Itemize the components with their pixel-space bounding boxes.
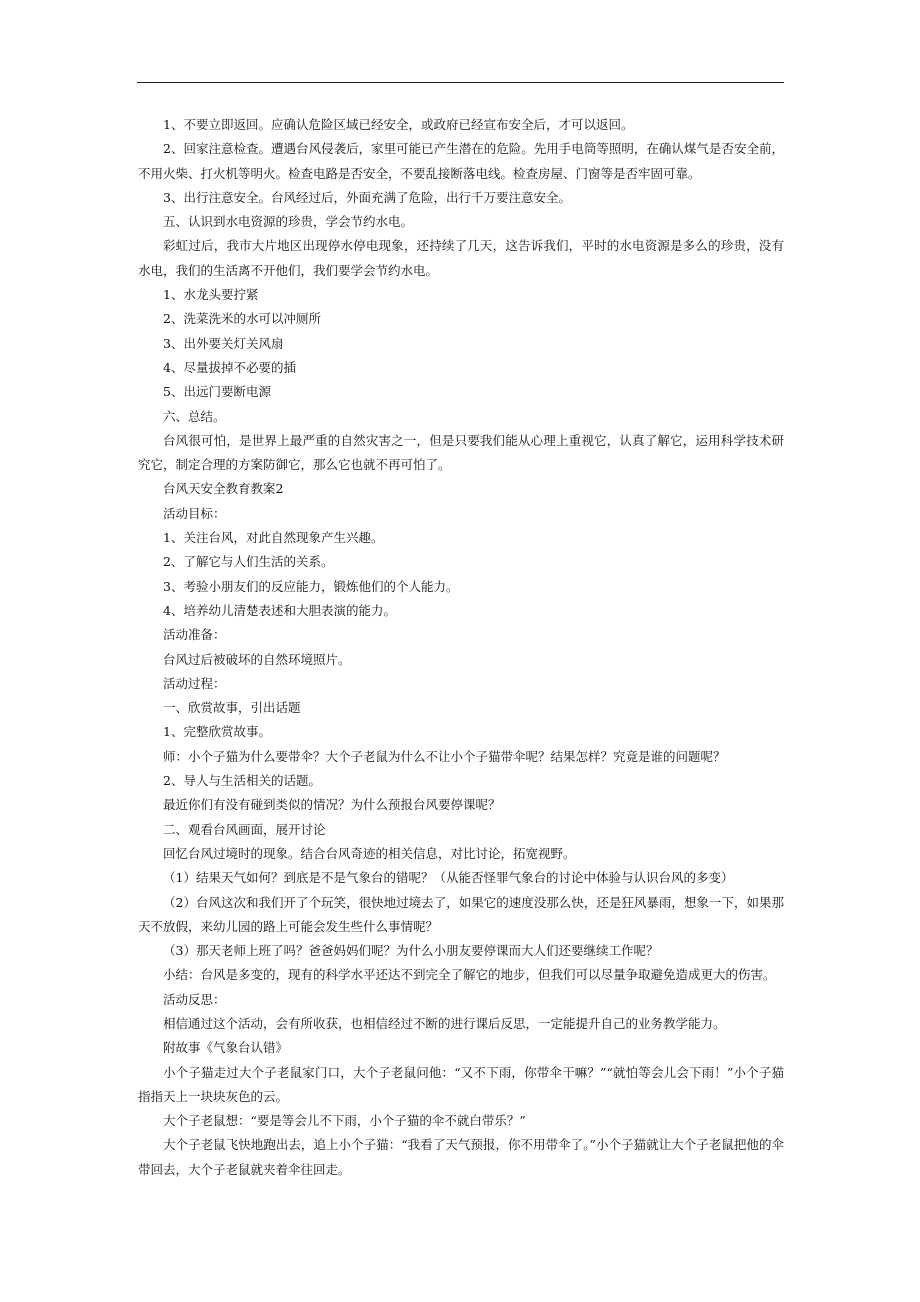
paragraph: 师：小个子猫为什么要带伞？大个子老鼠为什么不让小个子猫带伞呢？结果怎样？究竟是谁的问题呢？ — [163, 748, 726, 764]
paragraph: 最近你们有没有碰到类似的情况？为什么预报台风要停课呢？ — [163, 797, 501, 813]
paragraph: 彩虹过后，我市大片地区出现停水停电现象，还持续了几天，这告诉我们，平时的水电资源是多么的珍贵，没有水电，我们的生活离不开他们，我们要学会节约水电。 — [138, 238, 784, 278]
paragraph: 台风天安全教育教案2 — [163, 481, 284, 497]
paragraph: 活动过程： — [163, 675, 226, 691]
paragraph: 活动目标： — [163, 505, 226, 521]
header-rule — [137, 82, 784, 83]
paragraph: 台风过后被破坏的自然环境照片。 — [163, 651, 351, 667]
paragraph: 3、考验小朋友们的反应能力，锻炼他们的个人能力。 — [163, 578, 459, 594]
paragraph: 5、出远门要断电源 — [163, 384, 271, 400]
paragraph: （1）结果天气如何？到底是不是气象台的错呢？（从能否怪罪气象台的讨论中体验与认识台风的多变） — [163, 870, 734, 886]
paragraph: 3、出外要关灯关风扇 — [163, 335, 284, 351]
paragraph: （3）那天老师上班了吗？爸爸妈妈们呢？为什么小朋友要停课而大人们还要继续工作呢？ — [163, 943, 659, 959]
paragraph: 相信通过这个活动，会有所收获，也相信经过不断的进行课后反思，一定能提升自己的业务教学能力。 — [163, 1015, 726, 1031]
paragraph: 2、了解它与人们生活的关系。 — [163, 554, 334, 570]
paragraph: 回忆台风过境时的现象。结合台风奇迹的相关信息，对比讨论，拓宽视野。 — [163, 845, 576, 861]
paragraph: 活动反思： — [163, 991, 226, 1007]
paragraph: （2）台风这次和我们开了个玩笑，很快地过境去了，如果它的速度没那么快，还是狂风暴雨，想象一下，如果那天不放假，来幼儿园的路上可能会发生些什么事情呢？ — [138, 894, 784, 934]
paragraph: 小结：台风是多变的，现有的科学水平还达不到完全了解它的地步，但我们可以尽量争取避免造成更大的伤害。 — [163, 967, 776, 983]
paragraph: 大个子老鼠飞快地跑出去，追上小个子猫：“我看了天气预报，你不用带伞了。”小个子猫就让大个子老鼠把他的伞带回去，大个子老鼠就夹着伞往回走。 — [138, 1137, 784, 1177]
paragraph: 4、培养幼儿清楚表述和大胆表演的能力。 — [163, 602, 396, 618]
paragraph: 1、不要立即返回。应确认危险区域已经安全，或政府已经宣布安全后，才可以返回。 — [163, 117, 634, 132]
paragraph: 大个子老鼠想：“要是等会儿不下雨，小个子猫的伞不就白带乐？” — [163, 1113, 526, 1129]
document-body — [138, 113, 784, 1182]
paragraph: 3、出行注意安全。台风经过后，外面充满了危险，出行千万要注意安全。 — [163, 189, 571, 205]
paragraph: 1、水龙头要拧紧 — [163, 287, 259, 303]
paragraph: 六、总结。 — [163, 408, 226, 424]
paragraph: 五、认识到水电资源的珍贵，学会节约水电。 — [163, 214, 414, 230]
paragraph: 附故事《气象台认错》 — [163, 1040, 289, 1056]
paragraph: 4、尽量拔掉不必要的插 — [163, 359, 296, 375]
paragraph: 台风很可怕，是世界上最严重的自然灾害之一，但是只要我们能从心理上重视它，认真了解它，运用科学技术研究它，制定合理的方案防御它，那么它也就不再可怕了。 — [138, 432, 784, 473]
paragraph: 二、观看台风画面，展开讨论 — [163, 821, 326, 837]
paragraph: 2、洗菜洗米的水可以冲厕所 — [163, 311, 321, 327]
paragraph: 1、关注台风，对此自然现象产生兴趣。 — [163, 530, 384, 546]
paragraph: 2、回家注意检查。遭遇台风侵袭后，家里可能已产生潜在的危险。先用手电筒等照明，在确认煤气是否安全前，不用火柴、打火机等明火。检查电路是否安全，不要乱接断落电线。检查房屋、门窗等是否牢固可靠。 — [138, 141, 784, 181]
paragraph: 一、欣赏故事，引出话题 — [163, 700, 301, 716]
paragraph: 活动准备： — [163, 627, 226, 643]
paragraph: 2、导人与生活相关的话题。 — [163, 773, 321, 789]
paragraph: 1、完整欣赏故事。 — [163, 724, 271, 740]
paragraph: 小个子猫走过大个子老鼠家门口，大个子老鼠问他：“又不下雨，你带伞干嘛？”“就怕等会儿会下雨！”小个子猫指指天上一块块灰色的云。 — [138, 1064, 784, 1104]
